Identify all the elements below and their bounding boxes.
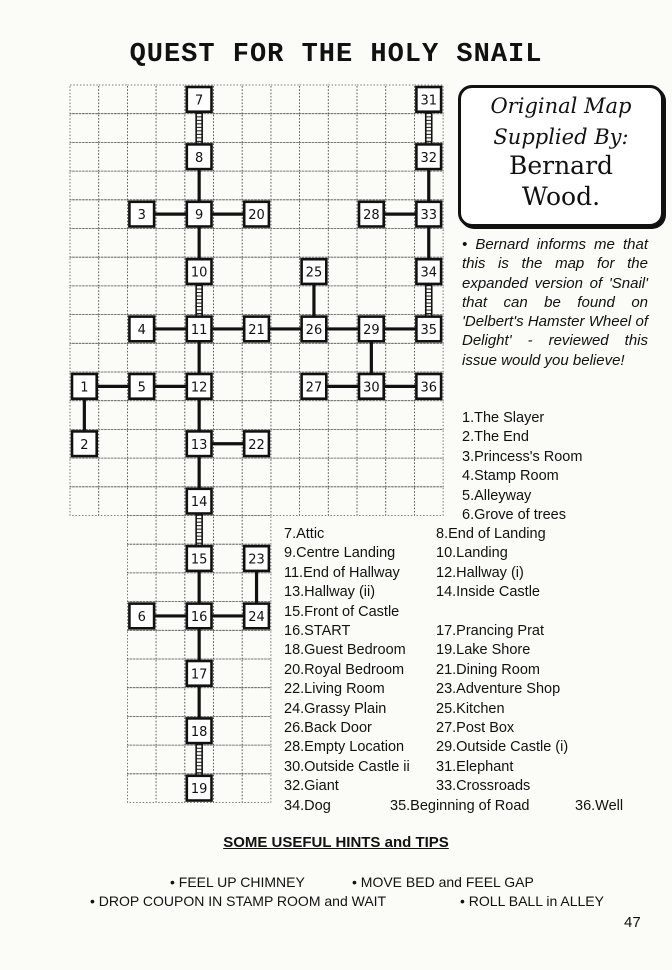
credit-name-first: Bernard: [508, 151, 614, 180]
legend-left-item-9: 24.Grassy Plain: [284, 700, 387, 717]
hint-chimney: • FEEL UP CHIMNEY: [170, 874, 305, 890]
room-19: [187, 776, 212, 801]
legend-mid-item-9: 25.Kitchen: [436, 700, 505, 717]
legend-mid-item-13: 33.Crossroads: [436, 778, 531, 795]
room-label-26: 26: [305, 322, 323, 338]
room-label-36: 36: [420, 380, 438, 396]
legend-mid-item-4: [436, 603, 568, 622]
credit-name-last: Wood.: [521, 182, 601, 211]
room-15: [187, 546, 212, 571]
page-title: QUEST FOR THE HOLY SNAIL: [129, 40, 543, 70]
room-36: [416, 374, 441, 399]
hint-coupon: • DROP COUPON IN STAMP ROOM and WAIT: [90, 893, 387, 909]
room-2: [72, 431, 97, 456]
room-21: [244, 317, 269, 342]
room-label-35: 35: [420, 322, 438, 338]
credit-box: [458, 85, 664, 227]
legend-item-35: 35.Beginning of Road: [390, 798, 530, 814]
room-27: [302, 374, 327, 399]
legend-right-item-3: 4.Stamp Room: [462, 468, 559, 485]
room-label-28: 28: [363, 208, 380, 224]
legend-mid-item-8: 23.Adventure Shop: [436, 681, 561, 698]
credit-line-1: Original Map: [490, 94, 632, 118]
room-23: [244, 546, 269, 571]
room-label-27: 27: [305, 380, 323, 396]
legend-left-item-4: 15.Front of Castle: [284, 603, 400, 620]
legend-left-item-5: 16.START: [284, 623, 351, 640]
legend-mid-item-3: 14.Inside Castle: [436, 584, 540, 601]
room-label-24: 24: [248, 609, 265, 625]
legend-mid-item-10: 27.Post Box: [436, 720, 515, 737]
room-17: [187, 661, 212, 686]
legend-right-item-5: 6.Grove of trees: [462, 507, 566, 524]
room-label-14: 14: [190, 495, 208, 511]
legend-left-item-8: 22.Living Room: [284, 681, 385, 698]
room-11: [187, 317, 212, 342]
room-14: [187, 489, 212, 514]
legend-mid-item-2: 12.Hallway (i): [436, 564, 524, 581]
legend-left-item-11: 28.Empty Location: [284, 739, 405, 756]
page-number: 47: [624, 914, 641, 931]
legend-middle: [436, 525, 568, 797]
legend-left-item-6: 18.Guest Bedroom: [284, 642, 406, 659]
legend-mid-item-11: 29.Outside Castle (i): [436, 739, 569, 756]
room-31: [416, 87, 441, 112]
room-label-29: 29: [363, 322, 380, 338]
room-label-7: 7: [195, 93, 204, 109]
room-18: [187, 718, 212, 743]
room-label-13: 13: [190, 437, 208, 453]
room-26: [302, 317, 327, 342]
room-label-34: 34: [420, 265, 438, 281]
legend-left-item-14: 34.Dog: [284, 797, 331, 814]
legend-left-item-7: 20.Royal Bedroom: [284, 661, 405, 678]
legend-right-item-2: 3.Princess's Room: [462, 448, 583, 465]
room-12: [187, 374, 212, 399]
legend-right-item-4: 5.Alleyway: [462, 487, 532, 504]
legend-right: [462, 409, 582, 525]
room-7: [187, 87, 212, 112]
legend-mid-item-12: 31.Elephant: [436, 758, 514, 775]
legend-left-item-3: 13.Hallway (ii): [284, 584, 376, 601]
room-label-11: 11: [190, 322, 208, 338]
room-3: [129, 202, 154, 227]
room-4: [129, 317, 154, 342]
hint-bed: • MOVE BED and FEEL GAP: [352, 874, 534, 890]
room-label-3: 3: [137, 208, 146, 224]
info-note: • Bernard informs me that this is the map for the expanded version of 'Snail' that can be found on 'Delbert's Hamster Wheel of Delight' - reviewed this issue would you believe!: [462, 236, 648, 369]
room-20: [244, 202, 269, 227]
room-16: [187, 604, 212, 629]
legend-mid-item-6: 19.Lake Shore: [436, 642, 531, 659]
legend-left-item-12: 30.Outside Castle ii: [284, 758, 410, 775]
legend-left-item-13: 32.Giant: [284, 778, 339, 795]
room-label-33: 33: [420, 208, 438, 224]
room-5: [129, 374, 154, 399]
legend-item-36: 36.Well: [575, 798, 624, 814]
room-label-16: 16: [190, 609, 208, 625]
room-label-17: 17: [190, 667, 208, 683]
hints-title: SOME USEFUL HINTS and TIPS: [223, 834, 449, 851]
room-25: [302, 259, 327, 284]
room-30: [359, 374, 384, 399]
room-13: [187, 431, 212, 456]
legend-mid-item-0: 8.End of Landing: [436, 526, 546, 542]
room-label-19: 19: [190, 782, 208, 798]
room-label-15: 15: [190, 552, 208, 568]
room-label-9: 9: [195, 208, 204, 224]
room-label-30: 30: [363, 380, 380, 396]
room-32: [416, 144, 441, 169]
room-label-25: 25: [305, 265, 323, 281]
room-24: [244, 604, 269, 629]
room-label-2: 2: [80, 437, 89, 453]
room-label-10: 10: [190, 265, 208, 281]
legend-mid-item-7: 21.Dining Room: [436, 661, 540, 678]
room-8: [187, 144, 212, 169]
room-label-6: 6: [137, 609, 146, 625]
room-label-8: 8: [195, 150, 204, 166]
room-label-20: 20: [248, 208, 265, 224]
hint-ball: • ROLL BALL in ALLEY: [460, 893, 604, 909]
credit-line-2: Supplied By:: [493, 125, 629, 149]
legend-left-item-2: 11.End of Hallway: [284, 564, 400, 581]
legend-left-item-10: 26.Back Door: [284, 720, 372, 737]
room-35: [416, 317, 441, 342]
room-label-5: 5: [137, 380, 146, 396]
room-6: [129, 604, 154, 629]
legend-right-item-0: 1.The Slayer: [462, 410, 545, 426]
room-10: [187, 259, 212, 284]
legend-left: [284, 525, 410, 816]
room-28: [359, 202, 384, 227]
legend-mid-item-5: 17.Prancing Prat: [436, 623, 545, 640]
legend-left-item-0: 7.Attic: [284, 526, 325, 542]
room-label-1: 1: [80, 380, 89, 396]
room-label-21: 21: [248, 322, 265, 338]
room-label-18: 18: [190, 724, 208, 740]
room-label-23: 23: [248, 552, 265, 568]
room-9: [187, 202, 212, 227]
room-label-32: 32: [420, 150, 438, 166]
room-label-31: 31: [420, 93, 438, 109]
room-1: [72, 374, 97, 399]
room-label-4: 4: [137, 322, 146, 338]
legend-right-item-1: 2.The End: [462, 429, 529, 446]
room-34: [416, 259, 441, 284]
room-29: [359, 317, 384, 342]
legend-mid-item-1: 10.Landing: [436, 545, 508, 562]
room-33: [416, 202, 441, 227]
legend-left-item-1: 9.Centre Landing: [284, 545, 396, 562]
room-22: [244, 431, 269, 456]
room-label-22: 22: [248, 437, 265, 453]
room-label-12: 12: [190, 380, 208, 396]
